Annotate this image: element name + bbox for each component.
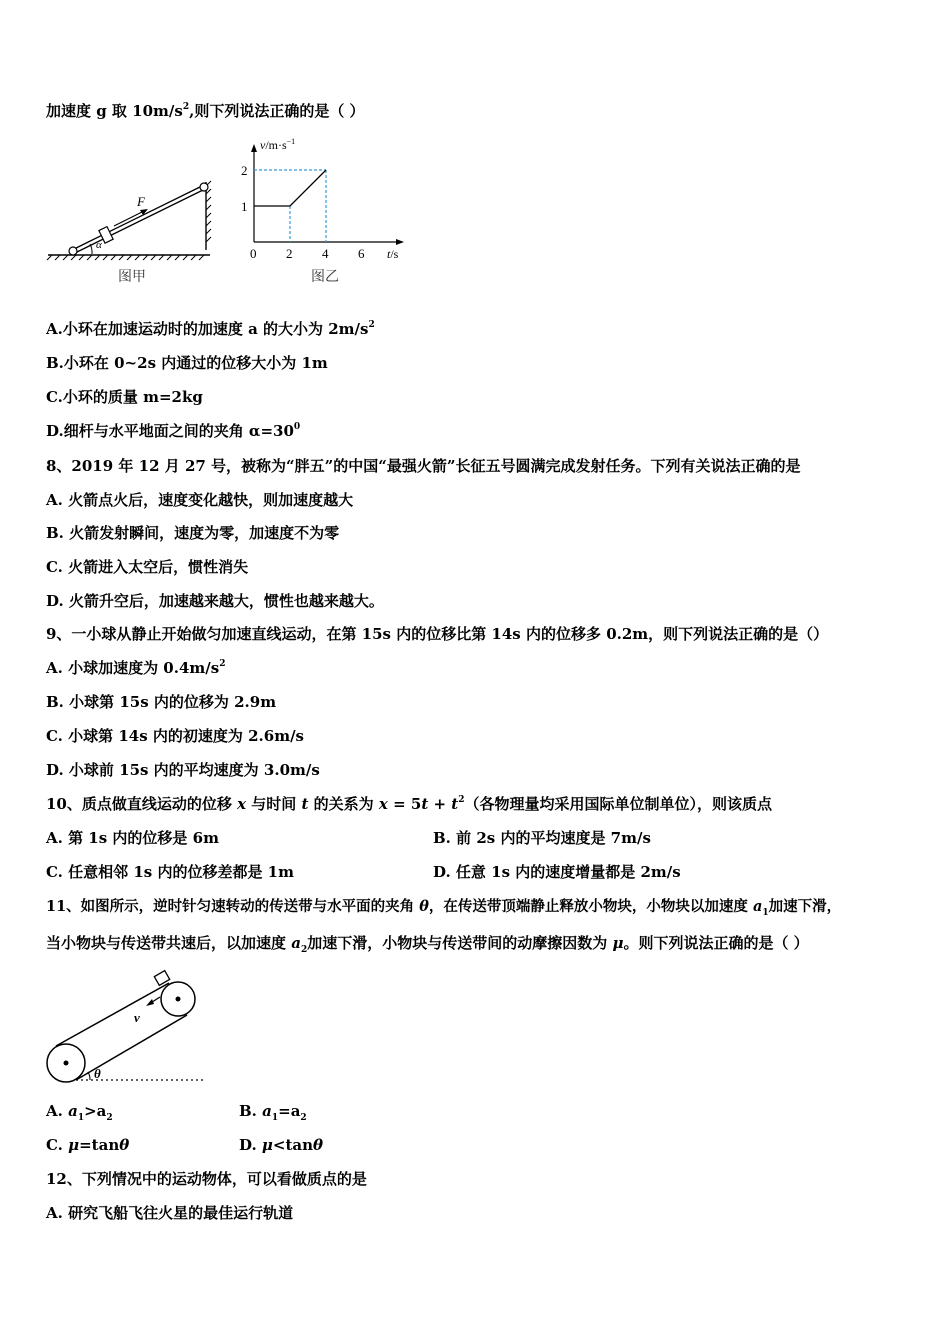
fig2-caption: 图乙 [311, 269, 339, 285]
y-tick-label: 1 [241, 199, 248, 214]
q8-option-d[interactable]: D. 火箭升空后，加速越来越大，惯性也越来越大。 [46, 592, 384, 610]
x-tick-label: 4 [322, 246, 329, 261]
q10-option-b[interactable]: B. 前 2s 内的平均速度是 7m/s [433, 829, 651, 847]
q9-stem: 9、一小球从静止开始做匀加速直线运动，在第 15s 内的位移比第 14s 内的位移多 0.2m，则下列说法正确的是（） [46, 625, 829, 643]
q11-option-b[interactable]: B. $a_1=a_2$ [239, 1102, 307, 1123]
x-tick-label: 6 [358, 246, 365, 261]
q12-stem: 12、下列情况中的运动物体，可以看做质点的是 [46, 1170, 367, 1188]
q9-option-d[interactable]: D. 小球前 15s 内的平均速度为 3.0m/s [46, 761, 320, 779]
q9-option-c[interactable]: C. 小球第 14s 内的初速度为 2.6m/s [46, 727, 304, 745]
q10-option-a[interactable]: A. 第 1s 内的位移是 6m [46, 829, 219, 847]
q7-option-b[interactable]: B.小环在 0~2s 内通过的位移大小为 1m [46, 354, 328, 372]
q11-stem-line1: 11、如图所示，逆时针匀速转动的传送带与水平面的夹角 θ，在传送带顶端静止释放小物块，小物块以加速度 $a_1$加速下滑， [46, 898, 842, 918]
series-line [254, 170, 326, 206]
velocity-label: v [134, 1010, 140, 1025]
q7-option-d[interactable]: D.细杆与水平地面之间的夹角 $\alpha=30^0$ [46, 422, 301, 440]
q9-option-b[interactable]: B. 小球第 15s 内的位移为 2.9m [46, 693, 277, 711]
force-label: F [137, 194, 145, 209]
q11-stem-line2: 当小物块与传送带共速后，以加速度 $a_2$加速下滑，小物块与传送带间的动摩擦因数为 μ。则下列说法正确的是（ ） [46, 934, 809, 955]
q8-stem: 8、2019 年 12 月 27 号，被称为“胖五”的中国“最强火箭”长征五号圆满完成发射任务。下列有关说法正确的是 [46, 457, 801, 475]
q9-option-a[interactable]: A. 小球加速度为 $0.4m/s^2$ [46, 659, 226, 677]
q12-option-a[interactable]: A. 研究飞船飞往火星的最佳运行轨道 [46, 1204, 294, 1222]
x-tick-label: 0 [250, 246, 257, 261]
q7-option-a[interactable]: A.小环在加速运动时的加速度 a 的大小为 $2m/s^2$ [46, 320, 375, 338]
fig1-caption: 图甲 [118, 269, 146, 285]
figure-incline-ring [44, 170, 224, 265]
q11-option-c[interactable]: C. μ=tanθ [46, 1136, 130, 1154]
q8-option-c[interactable]: C. 火箭进入太空后，惯性消失 [46, 558, 249, 576]
figure-conveyor-belt [44, 965, 209, 1087]
q8-option-b[interactable]: B. 火箭发射瞬间，速度为零，加速度不为零 [46, 524, 340, 542]
x-tick-label: 2 [286, 246, 293, 261]
q11-option-d[interactable]: D. μ<tanθ [239, 1136, 324, 1154]
q11-option-a[interactable]: A. $a_1>a_2$ [46, 1102, 113, 1123]
y-axis-label: $v/m\cdot s^{-1}$ [260, 137, 296, 152]
q10-option-d[interactable]: D. 任意 1s 内的速度增量都是 2m/s [433, 863, 681, 881]
q8-option-a[interactable]: A. 火箭点火后，速度变化越快，则加速度越大 [46, 491, 354, 509]
theta-label: θ [94, 1066, 101, 1081]
velocity-time-graph [238, 132, 418, 267]
x-axis-label: t/s [387, 247, 399, 261]
angle-label: α [96, 239, 102, 251]
q10-stem: 10、质点做直线运动的位移 x 与时间 t 的关系为 $x = 5t + t^2$（各物理量均采用国际单位制单位），则该质点 [46, 795, 772, 813]
q7-stem: 加速度 g 取 $10m/s^2$,则下列说法正确的是（ ） [46, 102, 365, 120]
q7-option-c[interactable]: C.小环的质量 m=2kg [46, 388, 203, 406]
y-tick-label: 2 [241, 163, 248, 178]
q10-option-c[interactable]: C. 任意相邻 1s 内的位移差都是 1m [46, 863, 294, 881]
